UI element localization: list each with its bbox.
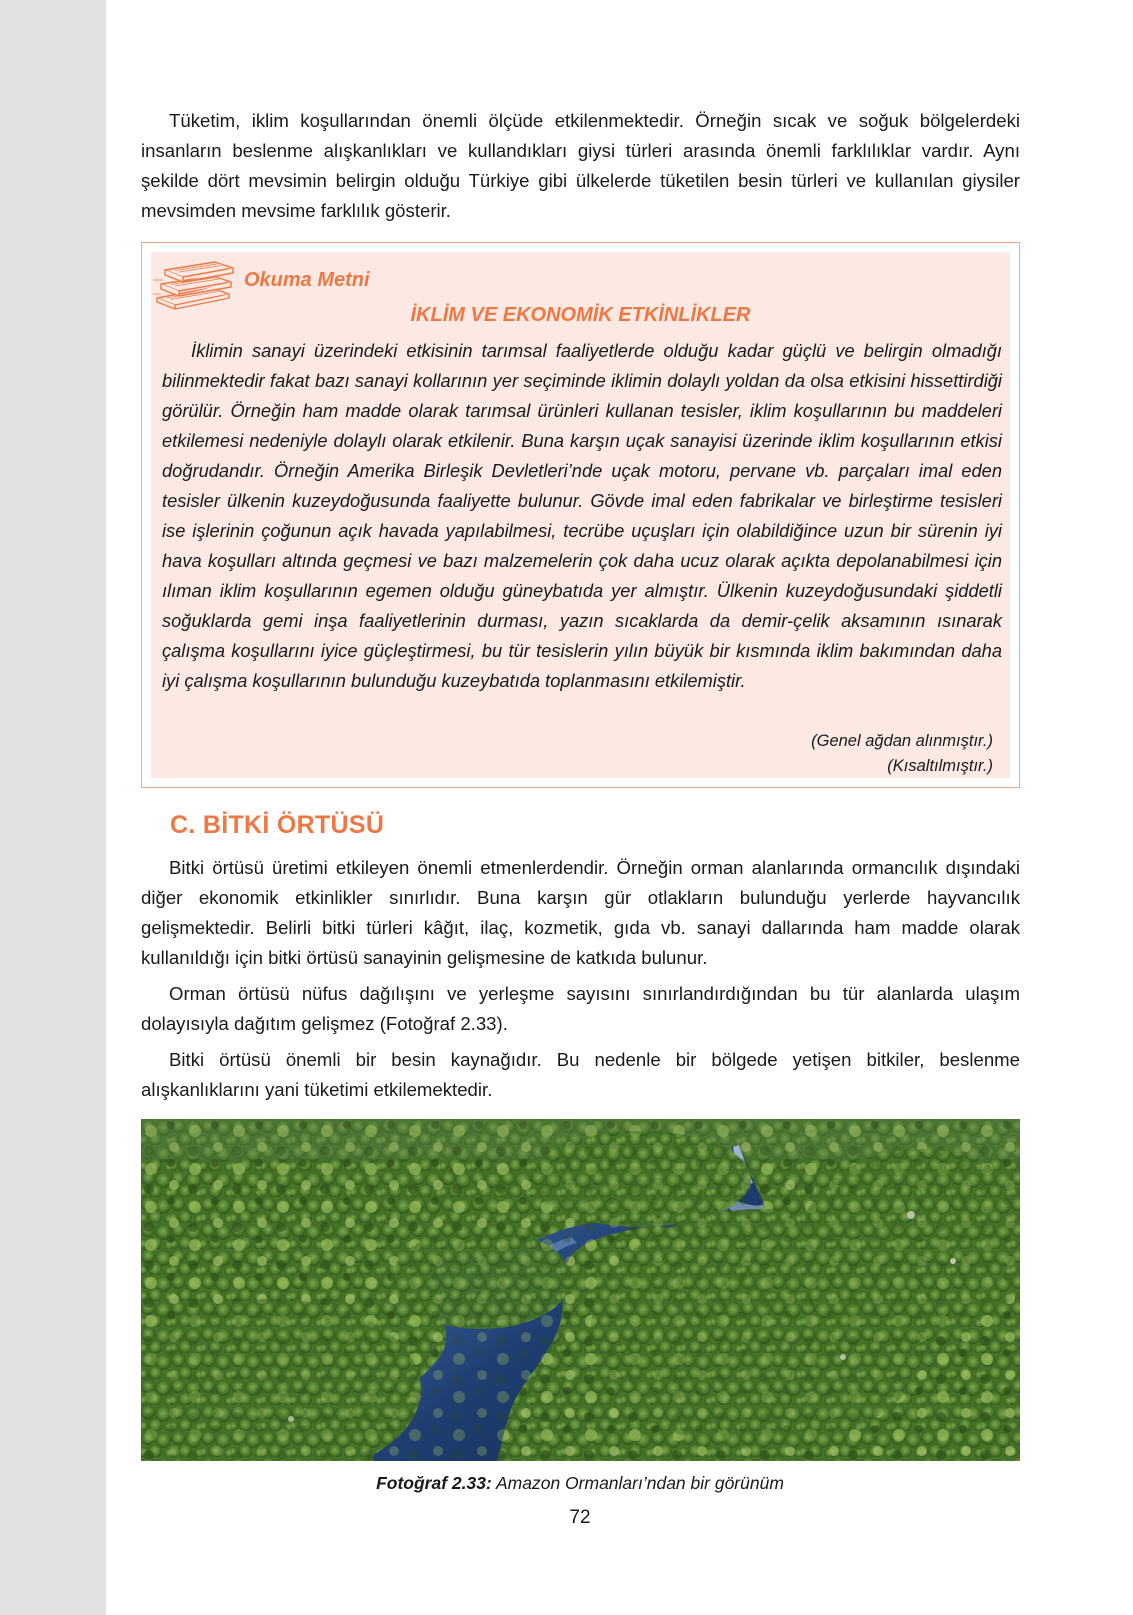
reading-box-title: İKLİM VE EKONOMİK ETKİNLİKLER — [410, 304, 751, 326]
amazon-forest-photo — [141, 1119, 1020, 1461]
section-paragraph-1: Bitki örtüsü üretimi etkileyen önemli etmenlerdendir. Örneğin orman alanlarında ormancılık dışındaki diğer ekonomik etkinlikler sınırlıdır. Buna karşın gür otlakların bulunduğu yerlerde hayvancılık gelişmektedir. Belirli bitki türleri kâğıt, ilaç, kozmetik, gıda vb. sanayi dallarında ham madde olarak kullanıldığı için bitki örtüsü sanayinin gelişmesine de katkıda bulunur. — [141, 857, 1020, 968]
source-note-2: (Kısaltılmıştır.) — [887, 757, 993, 775]
photo-caption — [0, 1473, 1133, 1494]
section-title: C. BİTKİ ÖRTÜSÜ — [170, 811, 385, 839]
photo-caption-text: Amazon Ormanları’ndan bir görünüm — [491, 1473, 784, 1493]
reading-box-text: İklimin sanayi üzerindeki etkisinin tarımsal faaliyetlerde olduğu kadar güçlü ve belirgin olmadığı bilinmektedir fakat bazı sanayi kollarının yer seçiminde iklimin dolaylı yoldan da olsa etkisini hissettirdiği görülür. Örneğin ham madde olarak tarımsal ürünleri kullanan tesisler, iklim koşullarının bu maddeleri etkilemesi nedeniyle dolaylı olarak etkilenir. Buna karşın uçak sanayisi üzerinde iklim koşullarının etkisi doğrudandır. Örneğin Amerika Birleşik Devletleri’nde uçak motoru, pervane vb. parçaları imal eden tesisler ülkenin kuzeydoğusunda faaliyette bulunur. Gövde imal eden fabrikalar ve birleştirme tesisleri ise işlerinin çoğunun açık havada yapılabilmesi, tecrübe uçuşları için olabildiğince uzun bir sürenin iyi hava koşulları altında geçmesi ve bazı malzemelerin çok daha ucuz olarak açıkta depolanabilmesi için ılıman iklim koşullarının egemen olduğu güneybatıda yer almıştır. Ülkenin kuzeydoğusundaki şiddetli soğuklarda gemi inşa faaliyetlerinin durması, yazın sıcaklarda da demir-çelik aksamının ısınarak çalışma koşullarını iyice güçleştirmesi, bu tür tesislerin yılın büyük bir kısmında iklim bakımından daha iyi çalışma koşullarının bulunduğu kuzeybatıda toplanmasını etkilemiştir. — [162, 340, 1002, 691]
photo-caption-label: Fotoğraf 2.33: — [376, 1473, 492, 1493]
source-note-1: (Genel ağdan alınmıştır.) — [811, 732, 993, 750]
section-paragraph-3: Bitki örtüsü önemli bir besin kaynağıdır. Bu nedenle bir bölgede yetişen bitkiler, beslenme alışkanlıklarını yani tüketimi etkilemektedir. — [141, 1049, 1020, 1100]
reading-box-label: Okuma Metni — [244, 269, 370, 291]
page-number: 72 — [569, 1507, 591, 1528]
intro-paragraph: Tüketim, iklim koşullarından önemli ölçüde etkilenmektedir. Örneğin sıcak ve soğuk bölgelerdeki insanların beslenme alışkanlıkları ve kullandıkları giysi türleri arasında önemli farklılıklar vardır. Aynı şekilde dört mevsimin belirgin olduğu Türkiye gibi ülkelerde tüketilen besin türleri ve kullanılan giysiler mevsimden mevsime farklılık gösterir. — [141, 110, 1020, 221]
reading-box — [141, 242, 1020, 788]
books-icon — [151, 254, 237, 310]
reading-box-background — [151, 252, 1010, 778]
page-margin-band — [0, 0, 106, 1615]
section-paragraph-2: Orman örtüsü nüfus dağılışını ve yerleşme sayısını sınırlandırdığından bu tür alanlarda ulaşım dolayısıyla dağıtım gelişmez (Fotoğraf 2.33). — [141, 983, 1020, 1034]
